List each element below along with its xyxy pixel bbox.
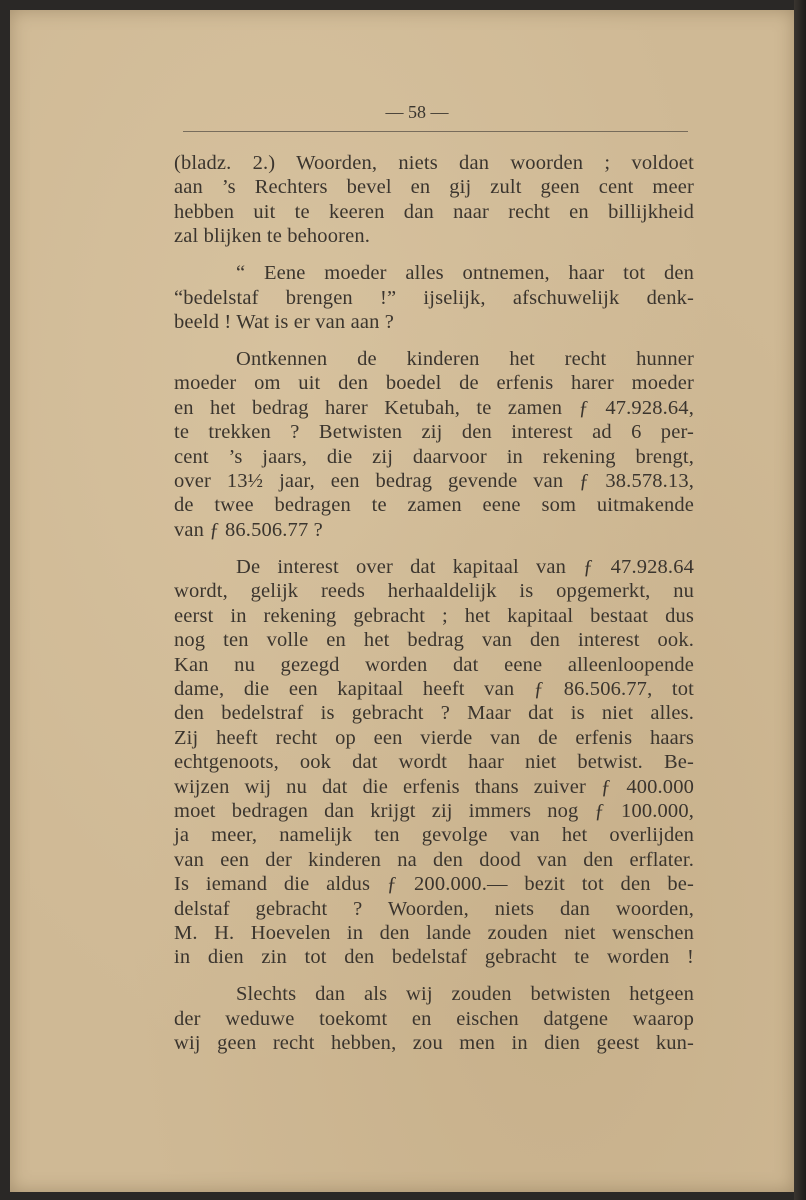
text-line: beeld ! Wat is er van aan ? (174, 311, 395, 334)
text-line: cent ’s jaars, die zij daarvoor in rekening brengt, (174, 445, 694, 468)
text-line: wordt, gelijk reeds herhaaldelijk is opgemerkt, nu (174, 580, 694, 603)
text-line: ja meer, namelijk ten gevolge van het overlijden (174, 824, 694, 847)
text-line: hebben uit te keeren dan naar recht en billijkheid (174, 200, 694, 223)
text-line: Zij heeft recht op een vierde van de erfenis haars (174, 726, 694, 749)
text-line: van ƒ 86.506.77 ? (174, 518, 323, 541)
header-rule (183, 131, 688, 132)
text-line: Slechts dan als wij zouden betwisten hetgeen (236, 983, 694, 1006)
text-line: Kan nu gezegd worden dat eene alleenloopende (174, 653, 694, 676)
text-line: wijzen wij nu dat die erfenis thans zuiver ƒ 400.000 (174, 775, 694, 798)
text-line: der weduwe toekomt en eischen datgene waarop (174, 1007, 694, 1030)
text-line: te trekken ? Betwisten zij den interest ad 6 per- (174, 421, 694, 444)
text-line: in dien zin tot den bedelstaf gebracht te worden ! (174, 946, 694, 969)
text-line: “ Eene moeder alles ontnemen, haar tot den (236, 262, 694, 285)
paragraph-4 (174, 555, 694, 970)
text-line: moet bedragen dan krijgt zij immers nog ƒ 100.000, (174, 799, 694, 822)
text-line: De interest over dat kapitaal van ƒ 47.928.64 (236, 555, 694, 578)
paragraph-1 (174, 151, 694, 249)
page-body (174, 151, 694, 1068)
text-line: (bladz. 2.) Woorden, niets dan woorden ; voldoet (174, 152, 694, 174)
text-line: echtgenoots, ook dat wordt haar niet betwist. Be- (174, 751, 694, 774)
text-line: wij geen recht hebben, zou men in dien geest kun- (174, 1032, 694, 1055)
text-line: zal blijken te behooren. (174, 225, 370, 248)
text-line: en het bedrag harer Ketubah, te zamen ƒ 47.928.64, (174, 396, 694, 419)
text-line: eerst in rekening gebracht ; het kapitaal bestaat dus (174, 604, 694, 627)
text-line: de twee bedragen te zamen eene som uitmakende (174, 494, 694, 517)
book-page (10, 10, 794, 1192)
paragraph-5 (174, 982, 694, 1055)
text-line: dame, die een kapitaal heeft van ƒ 86.506.77, tot (174, 677, 694, 700)
text-line: delstaf gebracht ? Woorden, niets dan woorden, (174, 897, 694, 920)
text-line: Is iemand die aldus ƒ 200.000.— bezit tot den be- (174, 873, 694, 896)
book-spine-edge (794, 0, 806, 1200)
text-line: “bedelstaf brengen !” ijselijk, afschuwelijk denk- (174, 286, 694, 309)
text-line: aan ’s Rechters bevel en gij zult geen cent meer (174, 176, 694, 199)
text-line: nog ten volle en het bedrag van den interest ook. (174, 629, 694, 652)
text-line: M. H. Hoevelen in den lande zouden niet wenschen (174, 921, 694, 944)
text-line: den bedelstraf is gebracht ? Maar dat is niet alles. (174, 702, 694, 725)
page-number: — 58 — (385, 102, 449, 122)
text-line: over 13½ jaar, een bedrag gevende van ƒ 38.578.13, (174, 470, 694, 493)
paragraph-2 (174, 261, 694, 334)
text-line: moeder om uit den boedel de erfenis harer moeder (174, 372, 694, 395)
paragraph-3 (174, 347, 694, 542)
text-line: van een der kinderen na den dood van den erflater. (174, 848, 694, 871)
text-line: Ontkennen de kinderen het recht hunner (236, 348, 694, 371)
